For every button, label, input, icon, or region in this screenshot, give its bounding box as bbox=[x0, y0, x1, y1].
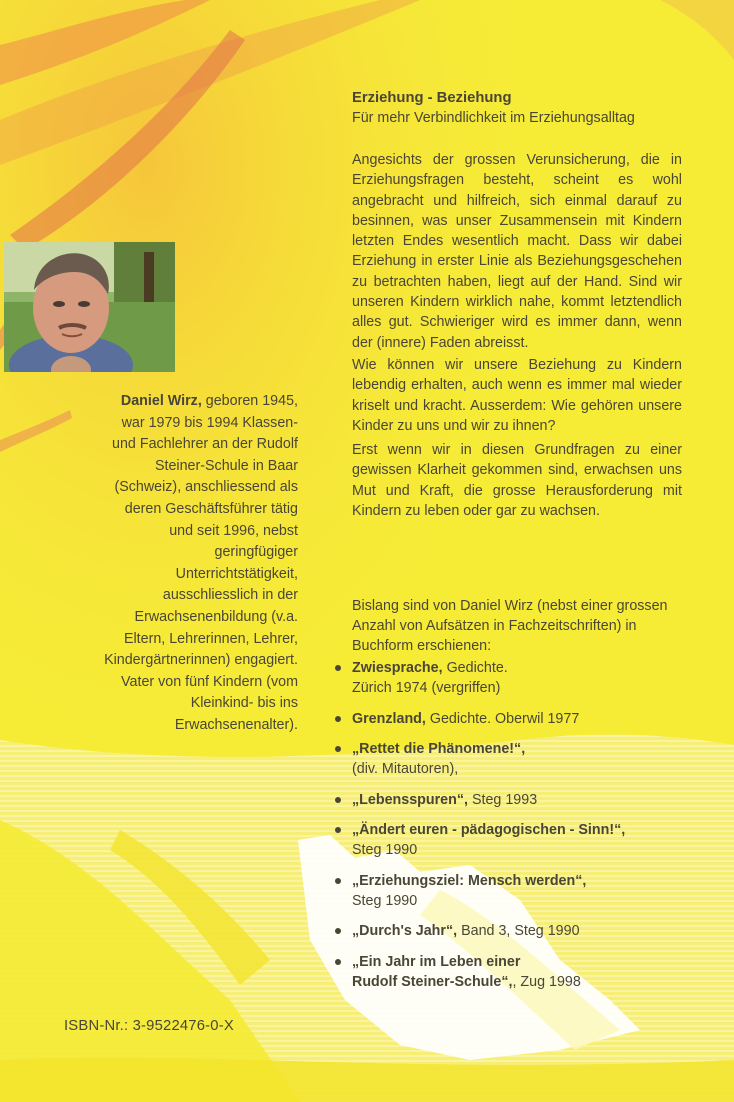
list-item: „Erziehungsziel: Mensch werden“, Steg 1990 bbox=[334, 871, 694, 911]
book-title: Erziehung - Beziehung bbox=[352, 90, 512, 106]
bullet-icon bbox=[335, 746, 341, 752]
bullet-icon bbox=[335, 827, 341, 833]
author-bio-text: geboren 1945, war 1979 bis 1994 Klassen- und Fachlehrer an der Rudolf Steiner-Schule in Baar (Schweiz), anschliessend als deren Geschäftsführer tätig und seit 1996, nebst geringfügiger Unterrichtstätigkeit, ausschliesslich in der Erwachsenenbildung (v.a. Eltern, Lehrerinnen, Lehrer, Kindergärtnerinnen) engagiert. Vater von fünf Kindern (vom Kleinkind- bis ins Erwachsenenalter). bbox=[104, 393, 298, 733]
list-item: Grenzland, Gedichte. Oberwil 1977 bbox=[334, 709, 694, 729]
isbn-number: ISBN-Nr.: 3-9522476-0-X bbox=[64, 1018, 234, 1034]
bullet-icon bbox=[335, 716, 341, 722]
list-item: „Rettet die Phänomene!“, (div. Mitautoren), bbox=[334, 739, 694, 779]
title-block bbox=[352, 88, 682, 129]
list-item: „Ändert euren - pädagogischen - Sinn!“, Steg 1990 bbox=[334, 820, 694, 860]
blurb-paragraph: Angesichts der grossen Verunsicherung, die in Erziehungsfragen besteht, scheint es wohl angebracht und hilfreich, sich einmal darauf zu besinnen, was unser Zusammensein mit Kindern letzten Endes wesentlich macht. Dass wir dabei Erziehung in erster Linie als Beziehungsgeschehen zu betrachten haben, liegt auf der Hand. Sind wir unseren Kindern wirklich nahe, kommt letztendlich alles gut. Schwieriger wird es immer dann, wenn der (innere) Faden abreisst. bbox=[352, 152, 682, 351]
bullet-icon bbox=[335, 665, 341, 671]
list-item: Zwiesprache, Gedichte. Zürich 1974 (vergriffen) bbox=[334, 658, 694, 698]
blurb-paragraph: Wie können wir unsere Beziehung zu Kindern lebendig erhalten, auch wenn es immer mal wieder kriselt und kracht. Ausserdem: Wie gehören unsere Kinder zu uns und wir zu ihnen? bbox=[352, 357, 682, 434]
author-name: Daniel Wirz, bbox=[120, 393, 202, 409]
author-bio bbox=[98, 391, 298, 737]
author-photo bbox=[4, 242, 175, 372]
list-item: „Durch's Jahr“, Band 3, Steg 1990 bbox=[334, 921, 694, 941]
list-item: „Lebensspuren“, Steg 1993 bbox=[334, 790, 694, 810]
publications-list bbox=[334, 658, 694, 1002]
bullet-icon bbox=[335, 878, 341, 884]
list-item: „Ein Jahr im Leben einer Rudolf Steiner-Schule“,, Zug 1998 bbox=[334, 952, 694, 992]
book-subtitle: Für mehr Verbindlichkeit im Erziehungsalltag bbox=[352, 110, 635, 127]
bullet-icon bbox=[335, 959, 341, 965]
bullet-icon bbox=[335, 928, 341, 934]
bullet-icon bbox=[335, 797, 341, 803]
publications-intro: Bislang sind von Daniel Wirz (nebst einer grossen Anzahl von Aufsätzen in Fachzeitschriften) in Buchform erschienen: bbox=[352, 598, 668, 654]
blurb-paragraph: Erst wenn wir in diesen Grundfragen zu einer gewissen Klarheit gekommen sind, erwachsen uns Mut und Kraft, die grosse Herausforderung mit Kindern zu leben oder gar zu wachsen. bbox=[352, 442, 682, 519]
